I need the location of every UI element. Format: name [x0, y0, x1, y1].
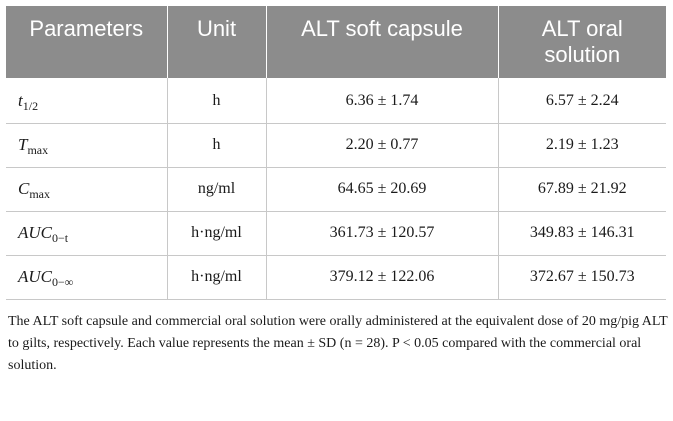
param-cell — [6, 78, 167, 124]
solution-value: 2.19 ± 1.23 — [498, 124, 666, 168]
table-header-row — [6, 6, 666, 78]
table-row — [6, 256, 666, 300]
param-subscript: max — [27, 143, 49, 157]
table-row — [6, 78, 666, 124]
capsule-value: 2.20 ± 0.77 — [266, 124, 498, 168]
param-subscript: 0−∞ — [52, 275, 74, 289]
solution-value: 372.67 ± 150.73 — [498, 256, 666, 300]
param-subscript: max — [29, 187, 51, 201]
table-row — [6, 168, 666, 212]
header-alt-soft-capsule: ALT soft capsule — [266, 6, 498, 78]
unit-cell: h — [167, 78, 266, 124]
capsule-value: 379.12 ± 122.06 — [266, 256, 498, 300]
pk-table-figure — [6, 6, 666, 377]
unit-cell: h·ng/ml — [167, 212, 266, 256]
table-footnote — [6, 311, 668, 377]
param-symbol: AUC — [18, 223, 52, 242]
param-subscript: 0−t — [52, 231, 69, 245]
pharmacokinetic-table — [6, 6, 666, 300]
header-alt-oral-solution: ALT oral solution — [498, 6, 666, 78]
param-cell — [6, 168, 167, 212]
header-unit: Unit — [167, 6, 266, 78]
solution-value: 6.57 ± 2.24 — [498, 78, 666, 124]
param-symbol: T — [18, 135, 28, 154]
capsule-value: 64.65 ± 20.69 — [266, 168, 498, 212]
solution-value: 67.89 ± 21.92 — [498, 168, 666, 212]
param-cell — [6, 212, 167, 256]
footnote-text: The ALT soft capsule and commercial oral solution were orally administered at the equivalent dose of 20 mg/pig ALT to gilts, respectively. Each value represents the mean ± SD (n = 28). P < 0.05 compared with the commercial oral solution. — [8, 314, 668, 373]
unit-cell: h — [167, 124, 266, 168]
solution-value: 349.83 ± 146.31 — [498, 212, 666, 256]
header-parameters: Parameters — [6, 6, 167, 78]
param-symbol: AUC — [18, 267, 52, 286]
unit-cell: h·ng/ml — [167, 256, 266, 300]
unit-cell: ng/ml — [167, 168, 266, 212]
param-subscript: 1/2 — [22, 99, 39, 113]
capsule-value: 6.36 ± 1.74 — [266, 78, 498, 124]
param-symbol: C — [18, 179, 30, 198]
table-row — [6, 124, 666, 168]
param-symbol: t — [18, 91, 23, 110]
param-cell — [6, 256, 167, 300]
param-cell — [6, 124, 167, 168]
table-row — [6, 212, 666, 256]
capsule-value: 361.73 ± 120.57 — [266, 212, 498, 256]
